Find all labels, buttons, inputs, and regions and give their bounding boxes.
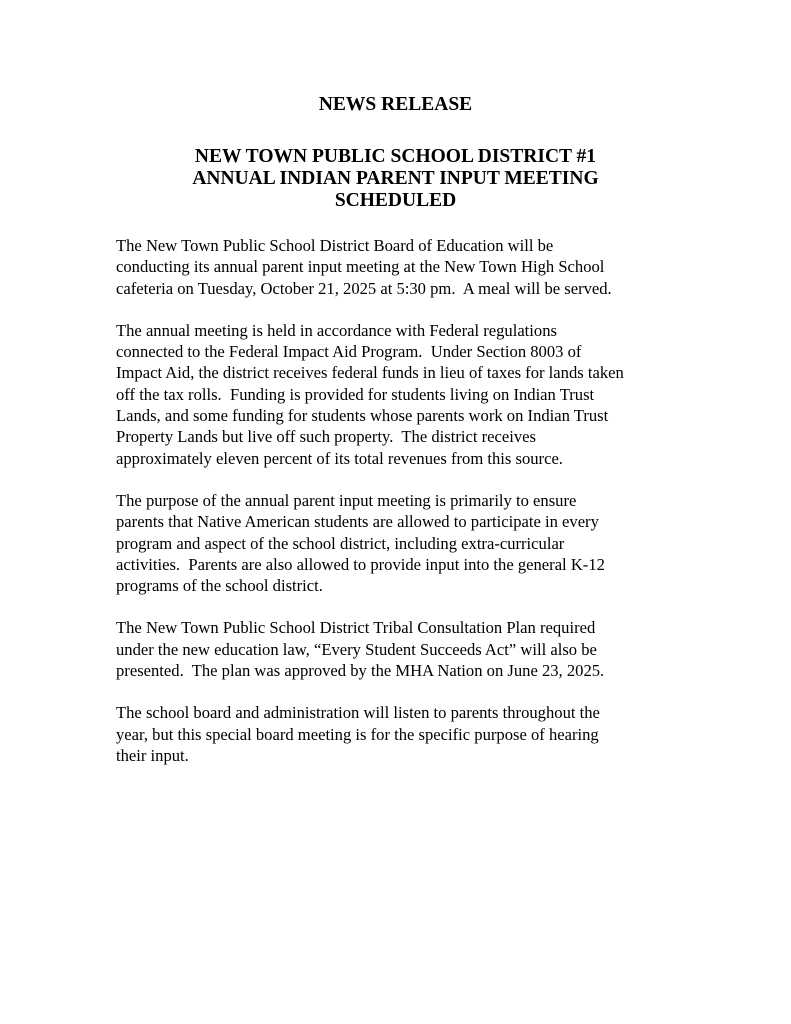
text-line: parents that Native American students are allowed to participate in every	[116, 512, 599, 532]
document-title	[0, 146, 791, 212]
text-line: conducting its annual parent input meeting at the New Town High School	[116, 257, 605, 277]
paragraph-impact-aid	[116, 320, 676, 469]
text-line: The New Town Public School District Board of Education will be	[116, 236, 554, 255]
text-line: Lands, and some funding for students whose parents work on Indian Trust	[116, 406, 609, 426]
title-line: SCHEDULED	[334, 190, 457, 211]
text-line: off the tax rolls. Funding is provided for students living on Indian Trust	[116, 384, 595, 404]
text-line: Property Lands but live off such property. The district receives	[116, 427, 536, 447]
title-line: NEW TOWN PUBLIC SCHOOL DISTRICT #1	[194, 146, 597, 167]
release-body	[116, 235, 676, 787]
text-line: activities. Parents are also allowed to provide input into the general K-12	[116, 554, 605, 574]
text-line: The New Town Public School District Tribal Consultation Plan required	[116, 618, 596, 638]
text-line: The purpose of the annual parent input meeting is primarily to ensure	[116, 490, 577, 510]
text-line: Impact Aid, the district receives federal funds in lieu of taxes for lands taken	[116, 363, 624, 383]
paragraph-meeting-purpose	[116, 490, 676, 596]
text-line: their input.	[116, 745, 189, 765]
text-line: year, but this special board meeting is for the specific purpose of hearing	[116, 724, 599, 744]
text-line: The school board and administration will listen to parents throughout the	[116, 703, 600, 723]
paragraph-closing	[116, 702, 676, 766]
text-line: presented. The plan was approved by the MHA Nation on June 23, 2025.	[116, 661, 605, 681]
text-line: connected to the Federal Impact Aid Program. Under Section 8003 of	[116, 342, 582, 362]
text-line: approximately eleven percent of its total revenues from this source.	[116, 448, 563, 468]
text-line: under the new education law, “Every Student Succeeds Act” will also be	[116, 639, 597, 659]
text-line: programs of the school district.	[116, 576, 323, 596]
title-line: ANNUAL INDIAN PARENT INPUT MEETING	[192, 168, 599, 189]
text-line: cafeteria on Tuesday, October 21, 2025 at 5:30 pm. A meal will be served.	[116, 278, 612, 298]
text-line: The annual meeting is held in accordance with Federal regulations	[116, 320, 557, 340]
text-line: program and aspect of the school district, including extra-curricular	[116, 533, 565, 553]
paragraph-meeting-announcement	[116, 235, 676, 299]
news-release-label: NEWS RELEASE	[318, 94, 473, 115]
paragraph-consultation-plan	[116, 617, 676, 681]
